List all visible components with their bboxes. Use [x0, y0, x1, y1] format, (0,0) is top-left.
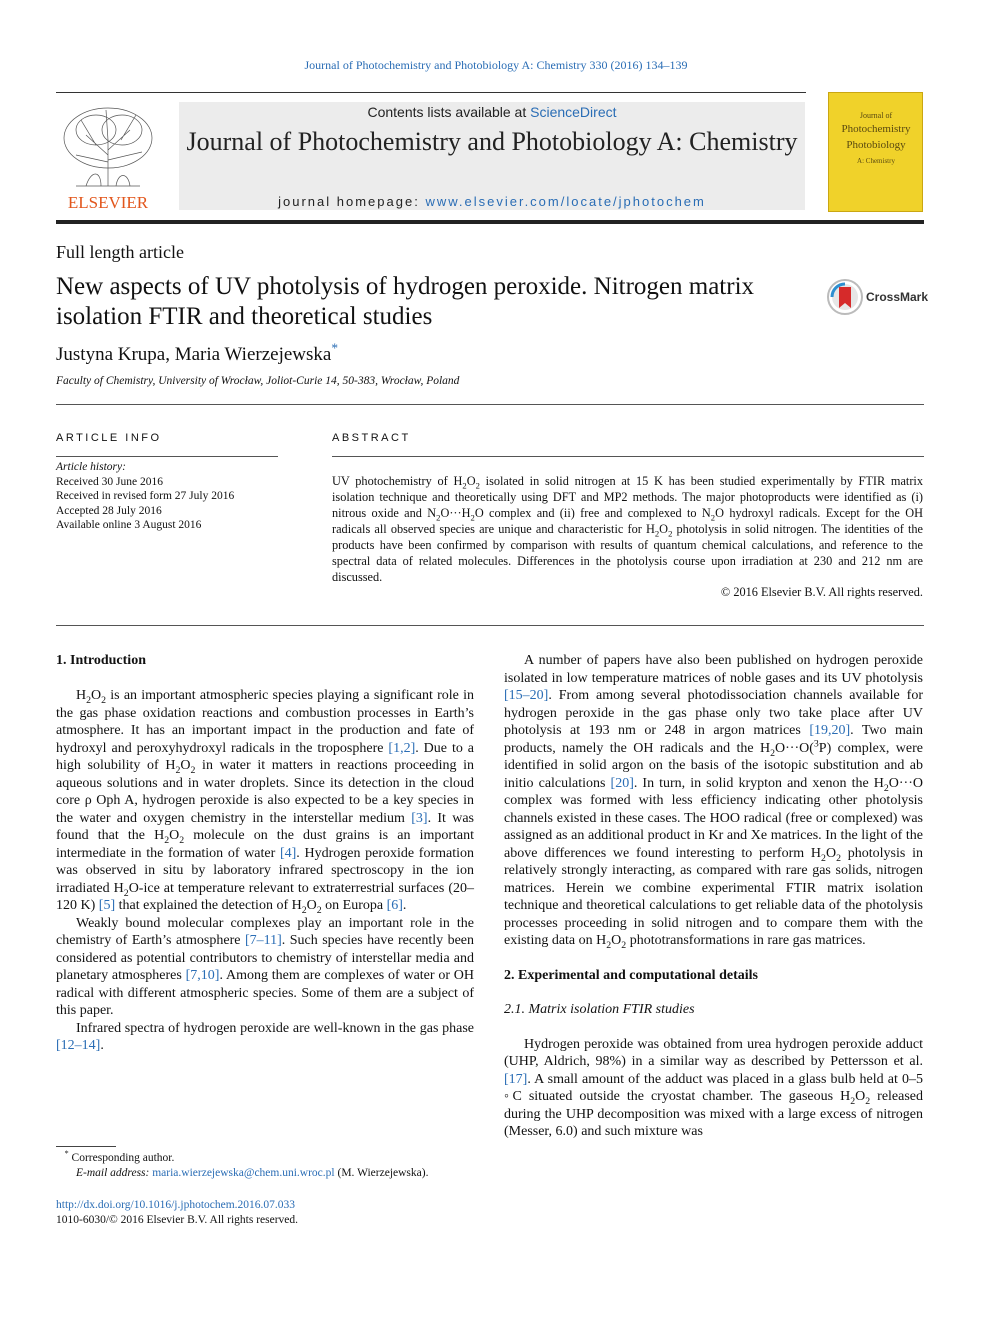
header-top-rule [56, 92, 806, 93]
authors [56, 340, 338, 366]
history-online: Available online 3 August 2016 [56, 519, 202, 531]
citation-link[interactable]: [17] [504, 1071, 528, 1087]
history-accepted: Accepted 28 July 2016 [56, 504, 162, 517]
article-type: Full length article [56, 242, 184, 262]
contents-prefix: Contents lists available at [367, 104, 531, 120]
paragraph: Infrared spectra of hydrogen peroxide are well-known in the gas phase [12–14]. [56, 1020, 474, 1053]
issn-line: 1010-6030/© 2016 Elsevier B.V. All rights reserved. [56, 1214, 299, 1226]
article-history [56, 460, 234, 533]
abstract-body: UV photochemistry of $H_2O_2$ isolated in solid nitrogen at 15 K has been studied experimentally by FTIR matrix isolation technique and theoretically using DFT and MP2 methods. The major photoproducts were identified as (i) nitrous oxide and $N_2O\cdot\cdot\cdot H_2O$ complex and (ii) free and complexed to $N_2O$ hydroxyl radicals. Except for the OH radicals all observed species are unique and characteristic for $H_2O_2$ photolysis in solid nitrogen. The identities of the products have been confirmed by comparison with results of quantum chemical calculations, and reference to the spectral data of related molecules. Differences in the photolysis course upon irradiation at 230 and 212 nm are discussed. [332, 474, 923, 584]
crossmark-label: CrossMark [866, 290, 929, 304]
author-names: Justyna Krupa, Maria Wierzejewska [56, 344, 332, 365]
citation-link[interactable]: [7,10] [185, 968, 220, 983]
footnote [56, 1151, 428, 1181]
email-label: E-mail address: [76, 1167, 153, 1179]
sciencedirect-link[interactable]: ScienceDirect [530, 104, 617, 120]
footnote-corresponding: * Corresponding author. [64, 1149, 175, 1164]
paragraph: Weakly bound molecular complexes play an important role in the chemistry of Earth’s atmosphere [7–11]. Such species have recently been considered as potential contributors to chemistry of interstellar media and planetary atmospheres [7,10]. Among them are complexes of water or OH radical with different atmospheric species. Some of them are a subject of this paper. [56, 915, 474, 1018]
citation-link[interactable]: [1,2] [388, 740, 416, 756]
email-link[interactable]: maria.wierzejewska@chem.uni.wroc.pl [152, 1167, 335, 1179]
cover-title-3: Photobiology [846, 139, 906, 151]
section-heading-experimental: 2. Experimental and computational details [504, 967, 758, 983]
divider [56, 456, 278, 457]
article-info-heading: ARTICLE INFO [56, 432, 162, 444]
homepage-line [179, 194, 805, 209]
doi-link[interactable]: http://dx.doi.org/10.1016/j.jphotochem.2016.07.033 [56, 1199, 296, 1211]
abstract-copyright: © 2016 Elsevier B.V. All rights reserved. [720, 585, 923, 599]
abstract-heading: ABSTRACT [332, 432, 411, 444]
citation-link[interactable]: [5] [98, 898, 116, 913]
subsection-heading-matrix: 2.1. Matrix isolation FTIR studies [504, 1002, 695, 1017]
affiliation: Faculty of Chemistry, University of Wrocław, Joliot-Curie 14, 50-383, Wrocław, Poland [56, 375, 460, 387]
cover-title-2: Photochemistry [841, 123, 911, 135]
elsevier-logo [56, 100, 160, 212]
body-column-left [56, 687, 474, 1055]
citation-link[interactable]: [4] [279, 845, 297, 861]
divider [56, 404, 924, 405]
citation-link[interactable]: [7–11] [244, 933, 282, 948]
article-title: New aspects of UV photolysis of hydrogen peroxide. Nitrogen matrix isolation FTIR and theoretical studies [56, 273, 755, 330]
footnote-email [56, 1166, 428, 1181]
crossmark-icon [826, 278, 864, 316]
elsevier-wordmark: ELSEVIER [67, 193, 149, 212]
history-label: Article history: [56, 461, 126, 473]
homepage-prefix: journal homepage: [278, 194, 426, 209]
citation-link[interactable]: [6] [386, 898, 403, 913]
journal-title: Journal of Photochemistry and Photobiology A: Chemistry [186, 127, 798, 156]
cover-title-1: Journal of [859, 111, 893, 120]
journal-cover-thumbnail[interactable] [828, 92, 923, 212]
cover-title-4: A: Chemistry [857, 157, 895, 165]
divider [332, 456, 924, 457]
citation-link[interactable]: [3] [411, 810, 428, 826]
history-received: Received 30 June 2016 [56, 475, 163, 488]
crossmark-badge[interactable] [826, 278, 929, 318]
citation-link[interactable]: [19,20] [809, 723, 851, 738]
footnote-rule [56, 1146, 116, 1147]
header-thick-rule [56, 220, 924, 224]
citation-link[interactable]: [20] [610, 775, 634, 791]
homepage-link[interactable]: www.elsevier.com/locate/jphotochem [425, 194, 706, 209]
journal-citation-line[interactable]: Journal of Photochemistry and Photobiology A: Chemistry 330 (2016) 134–139 [304, 58, 688, 72]
contents-line [179, 104, 805, 120]
history-revised: Received in revised form 27 July 2016 [56, 490, 235, 502]
divider [56, 625, 924, 626]
paragraph: $H_2O_2$ is an important atmospheric species playing a significant role in the gas phase oxidation reactions and combustion processes in Earth’s atmosphere. It has an important impact in the production and fate of hydroxyl and peroxyhydroxyl radicals in the troposphere [1,2]. Due to a high solubility of $H_2O_2$ in water it matters in reactions proceeding in aqueous solutions and in water droplets. Since its detection in the cloud core ρ Oph A, hydrogen peroxide is also expected to be a key species in the water and oxygen chemistry in the interstellar medium [3]. It was found that the $H_2O_2$ molecule on the dust grains is an important intermediate in the formation of water [4]. Hydrogen peroxide formation was observed in situ by laboratory infrared spectroscopy in the ion irradiated $H_2O$-ice at temperature relevant to extraterrestrial surfaces (20–120 K) [5] that explained the detection of $H_2O_2$ on Europa [6]. [56, 688, 475, 916]
body-column-right [504, 652, 923, 1141]
paragraph: Hydrogen peroxide was obtained from urea hydrogen peroxide adduct (UHP, Aldrich, 98%) in a similar way as described by Pettersson et al. [17]. A small amount of the adduct was placed in a glass bulb held at 0–5 ◦C situated outside the cryostat chamber. The gaseous $H_2O_2$ released during the UHP decomposition was mixed with a large excess of nitrogen (Messer, 6.0) and such mixture was [504, 1036, 924, 1139]
corresponding-author-mark[interactable]: * [331, 340, 338, 356]
paragraph: A number of papers have also been published on hydrogen peroxide isolated in low temperature matrices of noble gases and its UV photolysis [15–20]. From among several photodissociation channels available for hydrogen peroxide in the gas phase only two take place after UV photolysis at 193 nm or 248 in argon matrices [19,20]. Two main products, namely the OH radicals and the $H_2O\cdot\cdot\cdot O(^3P)$ complex, were identified in solid argon on the basis of the isotopic substitution and ab initio calculations [20]. In turn, in solid krypton and xenon the $H_2O\cdot\cdot\cdot O$ complex was formed with less efficiency indicating other photolysis channels existed in these cases. The HOO radical (free or complexed) was assigned as an additional product in Kr and Xe matrices. In the light of the above differences we found interesting to perform $H_2O_2$ photolysis in relatively strongly interacting, as compared with rare gas solids, nitrogen matrices. Herein we combine experimental FTIR matrix isolation technique and theoretical calculations to get reliable data of the photolysis processes proceeding in solid nitrogen and to compare them with the existing data on $H_2O_2$ phototransformations in rare gas matrices. [504, 653, 923, 951]
email-suffix: (M. Wierzejewska). [334, 1167, 429, 1179]
section-heading-introduction: 1. Introduction [56, 653, 146, 668]
corresponding-label: Corresponding author. [71, 1152, 175, 1164]
citation-link[interactable]: [15–20] [504, 688, 549, 703]
doi-block [56, 1198, 298, 1228]
citation-link[interactable]: [12–14] [56, 1038, 101, 1053]
